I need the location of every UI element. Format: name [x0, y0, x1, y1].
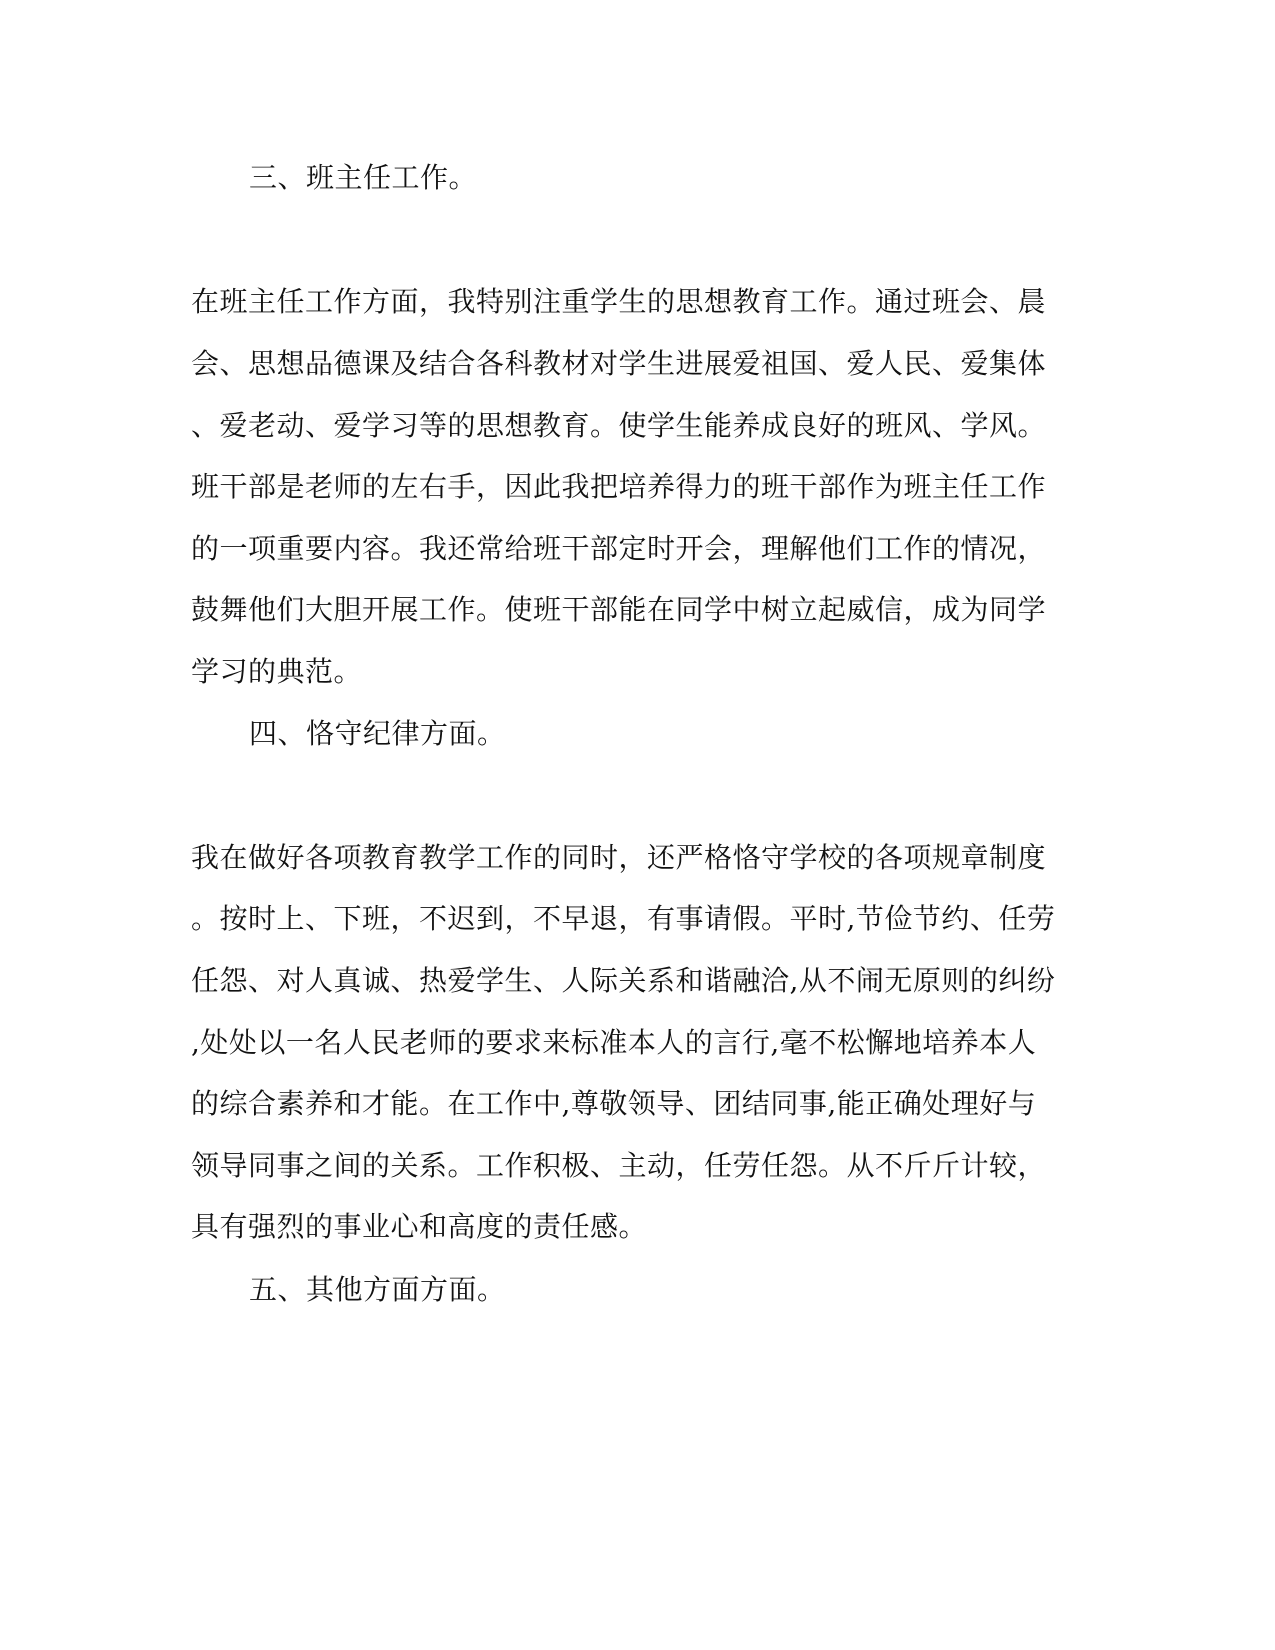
paragraph-line: 在班主任工作方面，我特别注重学生的思想教育工作。通过班会、晨 [191, 285, 1047, 318]
paragraph-line: 学习的典范。 [191, 655, 363, 688]
paragraph-line: 鼓舞他们大胆开展工作。使班干部能在同学中树立起威信，成为同学 [191, 593, 1047, 626]
paragraph-line: 班干部是老师的左右手，因此我把培养得力的班干部作为班主任工作 [191, 470, 1047, 503]
paragraph-line: 会、思想品德课及结合各科教材对学生进展爱祖国、爱人民、爱集体 [191, 347, 1047, 380]
paragraph-line: 任怨、对人真诚、热爱学生、人际关系和谐融洽,从不闹无原则的纠纷 [191, 964, 1056, 997]
paragraph-line: 、爱老动、爱学习等的思想教育。使学生能养成良好的班风、学风。 [191, 409, 1047, 442]
paragraph-line: 的综合素养和才能。在工作中,尊敬领导、团结同事,能正确处理好与 [191, 1087, 1037, 1120]
paragraph-line: ,处处以一名人民老师的要求来标准本人的言行,毫不松懈地培养本人 [191, 1026, 1037, 1059]
paragraph-line: 我在做好各项教育教学工作的同时，还严格恪守学校的各项规章制度 [191, 841, 1047, 874]
paragraph-line: 具有强烈的事业心和高度的责任感。 [191, 1210, 648, 1243]
paragraph-line: 的一项重要内容。我还常给班干部定时开会，理解他们工作的情况， [191, 532, 1047, 565]
section-heading-5: 五、其他方面方面。 [249, 1273, 506, 1306]
section-heading-3: 三、班主任工作。 [249, 161, 478, 194]
section-heading-4: 四、恪守纪律方面。 [249, 717, 506, 750]
paragraph-line: 。按时上、下班，不迟到，不早退，有事请假。平时,节俭节约、任劳 [191, 902, 1056, 935]
paragraph-line: 领导同事之间的关系。工作积极、主动，任劳任怨。从不斤斤计较， [191, 1149, 1047, 1182]
